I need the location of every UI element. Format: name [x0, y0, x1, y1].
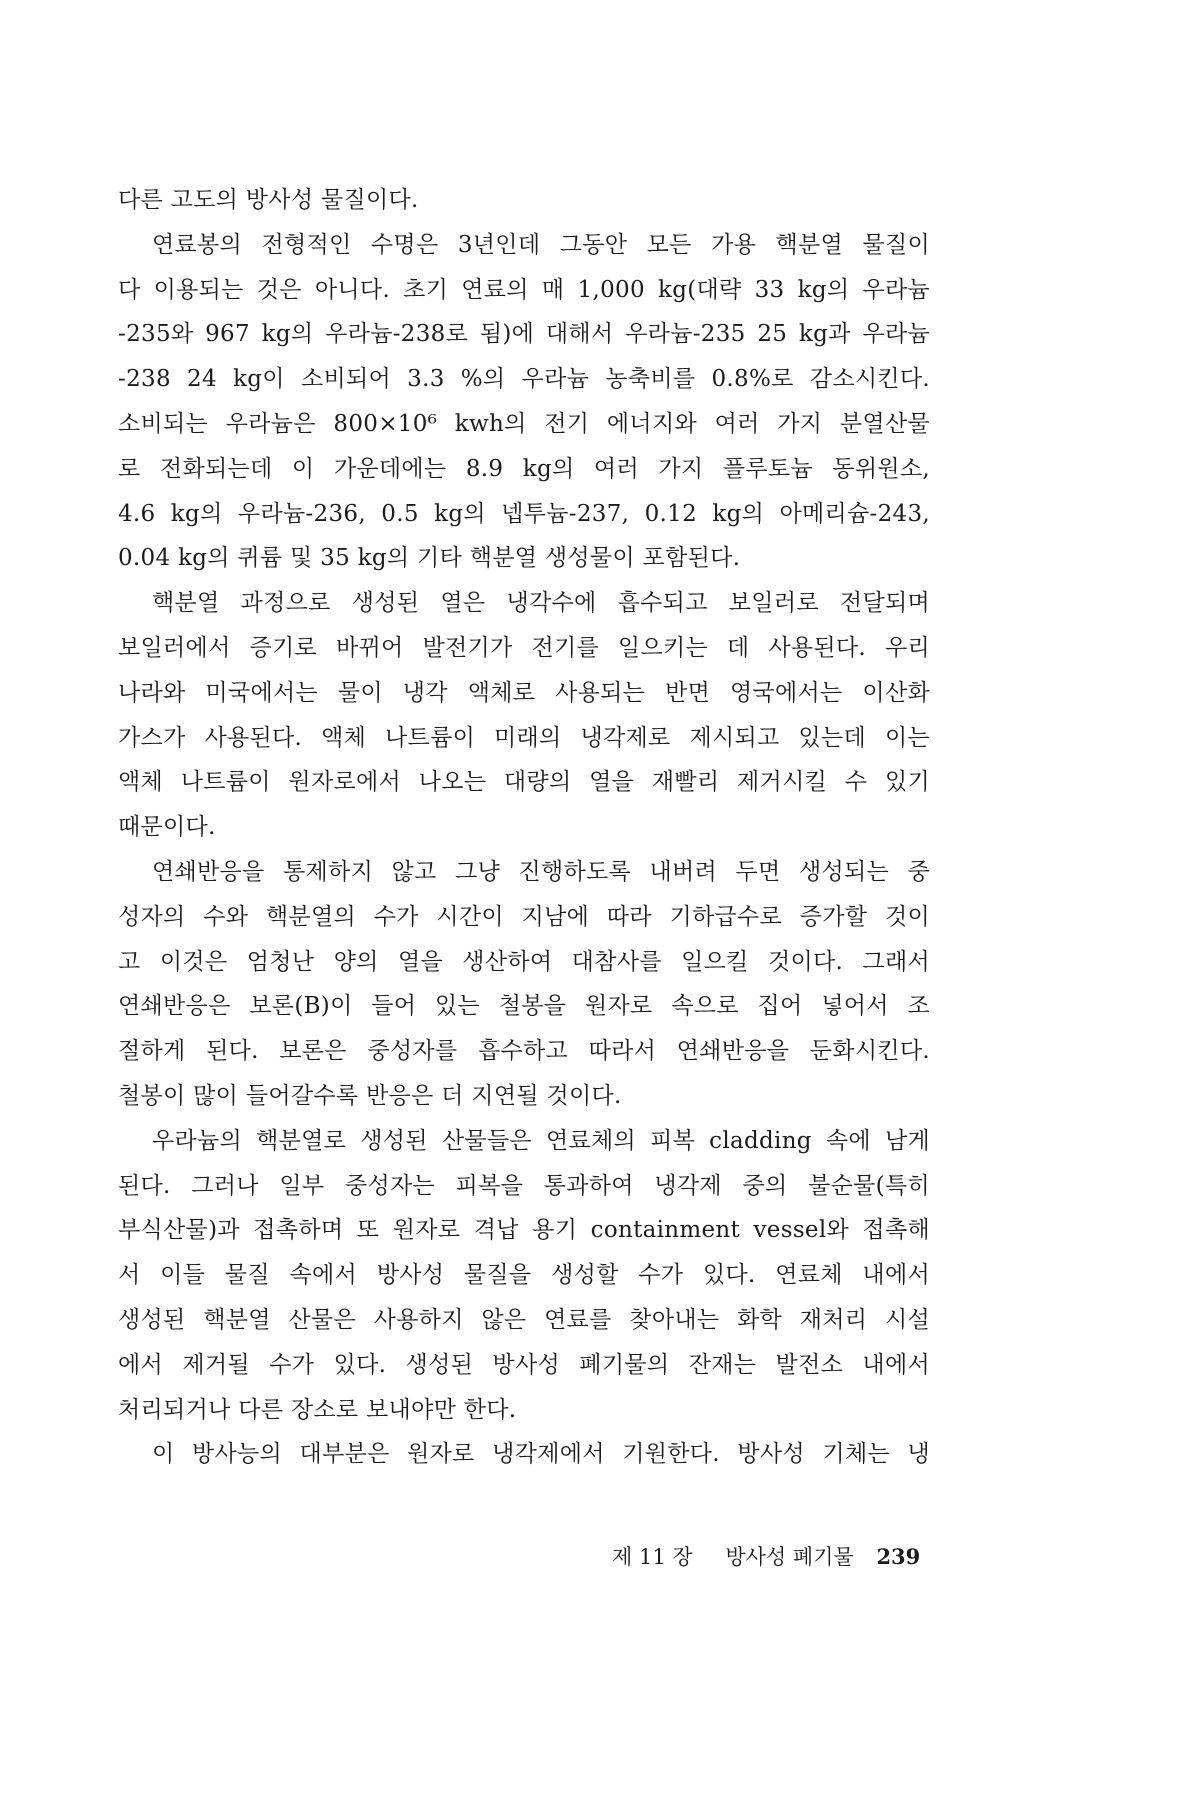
text-line: 성자의 수와 핵분열의 수가 시간이 지남에 따라 기하급수로 증가할 것이 — [118, 903, 930, 930]
text-line: 4.6 kg의 우라늄-236, 0.5 kg의 넵투늄-237, 0.12 kg의 아메리슘-243, — [118, 500, 930, 527]
chapter-label: 제 11 장 — [612, 1545, 693, 1569]
text-line: 부식산물)과 접촉하며 또 원자로 격납 용기 containment vessel와 접촉해 — [118, 1217, 930, 1244]
text-line: 로 전화되는데 이 가운데에는 8.9 kg의 여러 가지 플루토늄 동위원소, — [118, 455, 930, 482]
text-line: 소비되는 우라늄은 800×10⁶ kwh의 전기 에너지와 여러 가지 분열산물 — [118, 410, 930, 437]
text-line: 생성된 핵분열 산물은 사용하지 않은 연료를 찾아내는 화학 재처리 시설 — [118, 1306, 930, 1333]
text-line: 연료봉의 전형적인 수명은 3년인데 그동안 모든 가용 핵분열 물질이 — [152, 231, 930, 258]
text-line: 다 이용되는 것은 아니다. 초기 연료의 매 1,000 kg(대략 33 kg의 우라늄 — [118, 276, 930, 303]
text-line: 된다. 그러나 일부 중성자는 피복을 통과하여 냉각제 중의 불순물(특히 — [118, 1172, 930, 1199]
text-line: 핵분열 과정으로 생성된 열은 냉각수에 흡수되고 보일러로 전달되며 — [152, 590, 930, 617]
text-line: 연쇄반응을 통제하지 않고 그냥 진행하도록 내버려 두면 생성되는 중 — [152, 858, 930, 885]
page-number: 239 — [876, 1544, 921, 1569]
text-line: 처리되거나 다른 장소로 보내야만 한다. — [118, 1396, 517, 1423]
text-line: 연쇄반응은 보론(B)이 들어 있는 철봉을 원자로 속으로 집어 넣어서 조 — [118, 993, 930, 1020]
text-line: 다른 고도의 방사성 물질이다. — [118, 187, 419, 213]
text-line: -235와 967 kg의 우라늄-238로 됨)에 대해서 우라늄-235 25 kg과 우라늄 — [118, 321, 930, 348]
text-line: 절하게 된다. 보론은 중성자를 흡수하고 따라서 연쇄반응을 둔화시킨다. — [118, 1038, 930, 1065]
text-line: 때문이다. — [118, 814, 216, 841]
text-line: 액체 나트륨이 원자로에서 나오는 대량의 열을 재빨리 제거시킬 수 있기 — [118, 769, 930, 796]
text-line: -238 24 kg이 소비되어 3.3 %의 우라늄 농축비를 0.8%로 감소시킨다. — [118, 366, 930, 393]
text-line: 가스가 사용된다. 액체 나트륨이 미래의 냉각제로 제시되고 있는데 이는 — [118, 724, 930, 751]
text-line: 이 방사능의 대부분은 원자로 냉각제에서 기원한다. 방사성 기체는 냉 — [152, 1441, 930, 1468]
text-line: 서 이들 물질 속에서 방사성 물질을 생성할 수가 있다. 연료체 내에서 — [118, 1262, 930, 1289]
section-title: 방사성 폐기물 — [725, 1545, 854, 1569]
text-line: 철봉이 많이 들어갈수록 반응은 더 지연될 것이다. — [118, 1082, 622, 1109]
text-line: 에서 제거될 수가 있다. 생성된 방사성 폐기물의 잔재는 발전소 내에서 — [118, 1351, 930, 1378]
body-text — [118, 178, 930, 1477]
text-line: 0.04 kg의 퀴륨 및 35 kg의 기타 핵분열 생성물이 포함된다. — [118, 545, 741, 572]
text-line: 우라늄의 핵분열로 생성된 산물들은 연료체의 피복 cladding 속에 남게 — [152, 1127, 930, 1154]
page-footer — [612, 1542, 921, 1572]
text-line: 보일러에서 증기로 바뀌어 발전기가 전기를 일으키는 데 사용된다. 우리 — [118, 634, 930, 661]
text-line: 나라와 미국에서는 물이 냉각 액체로 사용되는 반면 영국에서는 이산화 — [118, 679, 930, 706]
text-line: 고 이것은 엄청난 양의 열을 생산하여 대참사를 일으킬 것이다. 그래서 — [118, 948, 930, 975]
